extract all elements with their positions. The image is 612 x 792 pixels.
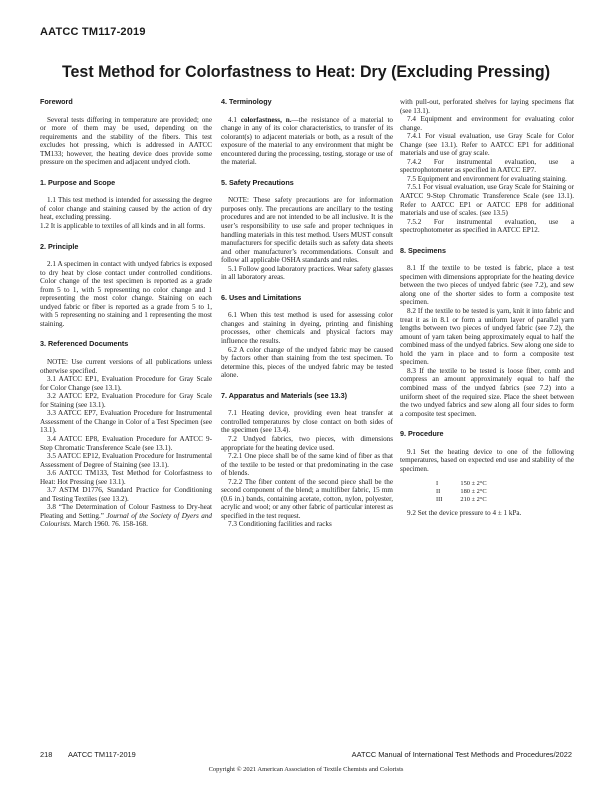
reference-item: 3.6 AATCC TM133, Test Method for Colorfastness to Heat: Hot Pressing (see 13.1). <box>40 469 212 486</box>
section-heading: 9. Procedure <box>400 429 444 439</box>
reference-item: 3.8 “The Determination of Colour Fastness to Dry-heat Pleating and Setting.” Journal of the Society of Dyers and Colourists. March 1960. 76. 158-168. <box>40 503 213 529</box>
section-heading: 4. Terminology <box>221 97 272 106</box>
paragraph: 7.5 Equipment and environment for evaluating staining. <box>407 174 567 183</box>
paragraph: 7.5.1 For visual evaluation, use Gray Scale for Staining or AATCC 9-Step Chromatic Transference Scale (see 13.1). Refer to AATCC EP1 or AATCC EP8 for additional materials and use of scales. (see 13.5) <box>400 183 574 218</box>
reference-item: 3.5 AATCC EP12, Evaluation Procedure for Instrumental Assessment of Degree of Staining (see 13.1). <box>40 452 212 469</box>
reference-item: 3.7 ASTM D1776, Standard Practice for Conditioning and Testing Textiles (see 13.2). <box>40 486 212 503</box>
paragraph: 7.4 Equipment and environment for evaluating color change. <box>400 115 574 132</box>
footer-manual: AATCC Manual of International Test Methods and Procedures/2022 <box>351 750 572 759</box>
temp-level: II <box>436 488 441 496</box>
table-row <box>436 496 505 504</box>
paragraph: 9.2 Set the device pressure to 4 ± 1 kPa. <box>407 509 522 518</box>
table-row <box>436 488 505 496</box>
copyright: Copyright © 2021 American Association of Textile Chemists and Colorists <box>208 766 404 773</box>
reference-item: 3.4 AATCC EP8, Evaluation Procedure for AATCC 9-Step Chromatic Transference Scale (see 13.1). <box>40 434 212 452</box>
paragraph: 7.1 Heating device, providing even heat transfer at controlled temperatures by close contact on both sides of the specimen (see 13.4). <box>221 409 393 435</box>
paragraph: with pull-out, perforated shelves for laying specimens flat (see 13.1). <box>400 98 574 115</box>
note: NOTE: These safety precautions are for information purposes only. The precautions are ancillary to the testing procedures and are not intended to be all inclusive. It is the user’s responsibility to use safe and proper techniques in handling materials in this test method. Users MUST consult manufacturers for specific details such as safety data sheets and other manufacturer’s recommendations. Consult and follow all applicable OSHA standards and rules. <box>221 196 393 265</box>
temp-level: III <box>436 496 443 504</box>
paragraph: 1.2 It is applicable to textiles of all kinds and in all forms. <box>40 222 205 231</box>
paragraph: 7.5.2 For instrumental evaluation, use a spectrophotometer as specified in AATCC EP12. <box>400 217 574 235</box>
paragraph: 7.4.2 For instrumental evaluation, use a spectrophotometer as specified in AATCC EP7. <box>400 157 574 175</box>
paragraph: 1.1 This test method is intended for assessing the degree of color change and staining caused by the action of dry heat, excluding pressing. <box>40 196 212 222</box>
section-heading: 8. Specimens <box>400 245 446 255</box>
paragraph: 8.1 If the textile to be tested is fabric, place a test specimen with dimensions appropriate for the heating device between the two pieces of undyed fabric (see 7.2), and sew along one of the shorter sides to form a composite test specimen. <box>400 264 574 307</box>
paragraph: 7.2.2 The fiber content of the second piece shall be the second component of the blend; a multifiber fabric, 15 mm (0.6 in.) bands, containing acetate, cotton, nylon, polyester, acrylic and wool; or any other fabric of particular interest as specified in the test request. <box>221 477 393 520</box>
paragraph: 9.1 Set the heating device to one of the following temperatures, based on expected end use and stability of the specimen. <box>400 447 574 473</box>
document-code-header: AATCC TM117-2019 <box>40 26 146 38</box>
section-heading: 7. Apparatus and Materials (see 13.3) <box>221 390 347 400</box>
paragraph: 7.3 Conditioning facilities and racks <box>228 520 332 529</box>
temp-value: 180 ± 2°C <box>460 488 487 496</box>
defined-term: colorfastness, n. <box>240 115 292 124</box>
reference-item: 3.1 AATCC EP1, Evaluation Procedure for Gray Scale for Color Change (see 13.1). <box>40 375 212 392</box>
temp-value: 210 ± 2°C <box>460 496 487 504</box>
document-title: Test Method for Colorfastness to Heat: Dry (Excluding Pressing) <box>61 62 551 81</box>
column-left <box>40 98 212 529</box>
section-heading: Foreword <box>40 97 73 106</box>
note: NOTE: Use current versions of all publications unless otherwise specified. <box>40 358 212 375</box>
section-heading: 5. Safety Precautions <box>221 177 294 187</box>
footer-code: AATCC TM117-2019 <box>68 750 136 759</box>
paragraph: 6.2 A color change of the undyed fabric may be caused by factors other than staining from the test specimen. To determine this, pieces of the undyed fabric may be tested alone. <box>221 345 393 380</box>
journal-title: Journal of the Society of Dyers and Colourists <box>40 511 213 529</box>
column-right <box>400 98 574 518</box>
reference-item: 3.3 AATCC EP7, Evaluation Procedure for Instrumental Assessment of the Change in Color of a Test Specimen (see 13.1). <box>40 409 212 435</box>
section-heading: 6. Uses and Limitations <box>221 292 302 302</box>
paragraph: 2.1 A specimen in contact with undyed fabrics is exposed to dry heat by close contact under controlled conditions. Color change of the test specimen is reported as a grade from 5 to 1, with 5 representing no color change and 1 representing the most color change. Staining on each undyed fabric or fiber is reported as a grade from 5 to 1, with 5 representing no staining and 1 representing the most staining. <box>40 260 212 328</box>
section-heading: 3. Referenced Documents <box>40 339 129 349</box>
column-middle <box>221 98 393 529</box>
temp-value: 150 ± 2°C <box>460 480 487 488</box>
paragraph: 7.2.1 One piece shall be of the same kind of fiber as that of the textile to be tested or that predominating in the case of blends. <box>221 452 393 478</box>
section-heading: 2. Principle <box>40 241 79 251</box>
reference-item: 3.2 AATCC EP2, Evaluation Procedure for Gray Scale for Staining (see 13.1). <box>40 392 212 409</box>
paragraph: 8.2 If the textile to be tested is yarn, knit it into fabric and treat it as in 8.1 or form a uniform layer of parallel yarn lengths between two pieces of undyed fabric (see 7.2), the amount of yarn taken being approximately equal to half the combined mass of the undyed fabrics. Sew along one side to hold the yarn in place and to form a composite test specimen. <box>400 307 574 367</box>
temp-level: I <box>436 480 439 488</box>
table-row <box>436 480 505 488</box>
paragraph: 8.3 If the textile to be tested is loose fiber, comb and compress an amount approximately equal to half the combined mass of the undyed fabrics (see 7.2) into a uniform sheet of the required size. Place the sheet between the two undyed fabrics and sew along all four sides to form a composite test specimen. <box>400 366 574 418</box>
paragraph: 5.1 Follow good laboratory practices. Wear safety glasses in all laboratory areas. <box>221 264 393 282</box>
paragraph: 7.2 Undyed fabrics, two pieces, with dimensions appropriate for the heating device used. <box>221 434 393 452</box>
paragraph: 7.4.1 For visual evaluation, use Gray Scale for Color Change (see 13.1). Refer to AATCC EP1 for additional materials and use of gray scale. <box>400 132 574 158</box>
definition: 4.1 colorfastness, n.—the resistance of a material to change in any of its color characteristics, to transfer of its colorant(s) to adjacent materials or both, as a result of the exposure of the material to any environment that might be encountered during the processing, testing, storage or use of the material. <box>221 115 394 167</box>
paragraph: Several tests differing in temperature are provided; one or more of them may be used, depending on the requirements and the stability of the fibers. This test excludes hot pressing, which is addressed in AATCC TM133; however, the heating device does provide some pressure on the specimen and adjacent undyed cloth. <box>40 115 212 167</box>
temperature-table <box>436 480 505 504</box>
page-number: 218 <box>40 750 53 759</box>
section-heading: 1. Purpose and Scope <box>40 177 116 187</box>
paragraph: 6.1 When this test method is used for assessing color changes and staining in dyeing, printing and finishing processes, other chemicals and physical factors may influence the results. <box>221 311 393 346</box>
